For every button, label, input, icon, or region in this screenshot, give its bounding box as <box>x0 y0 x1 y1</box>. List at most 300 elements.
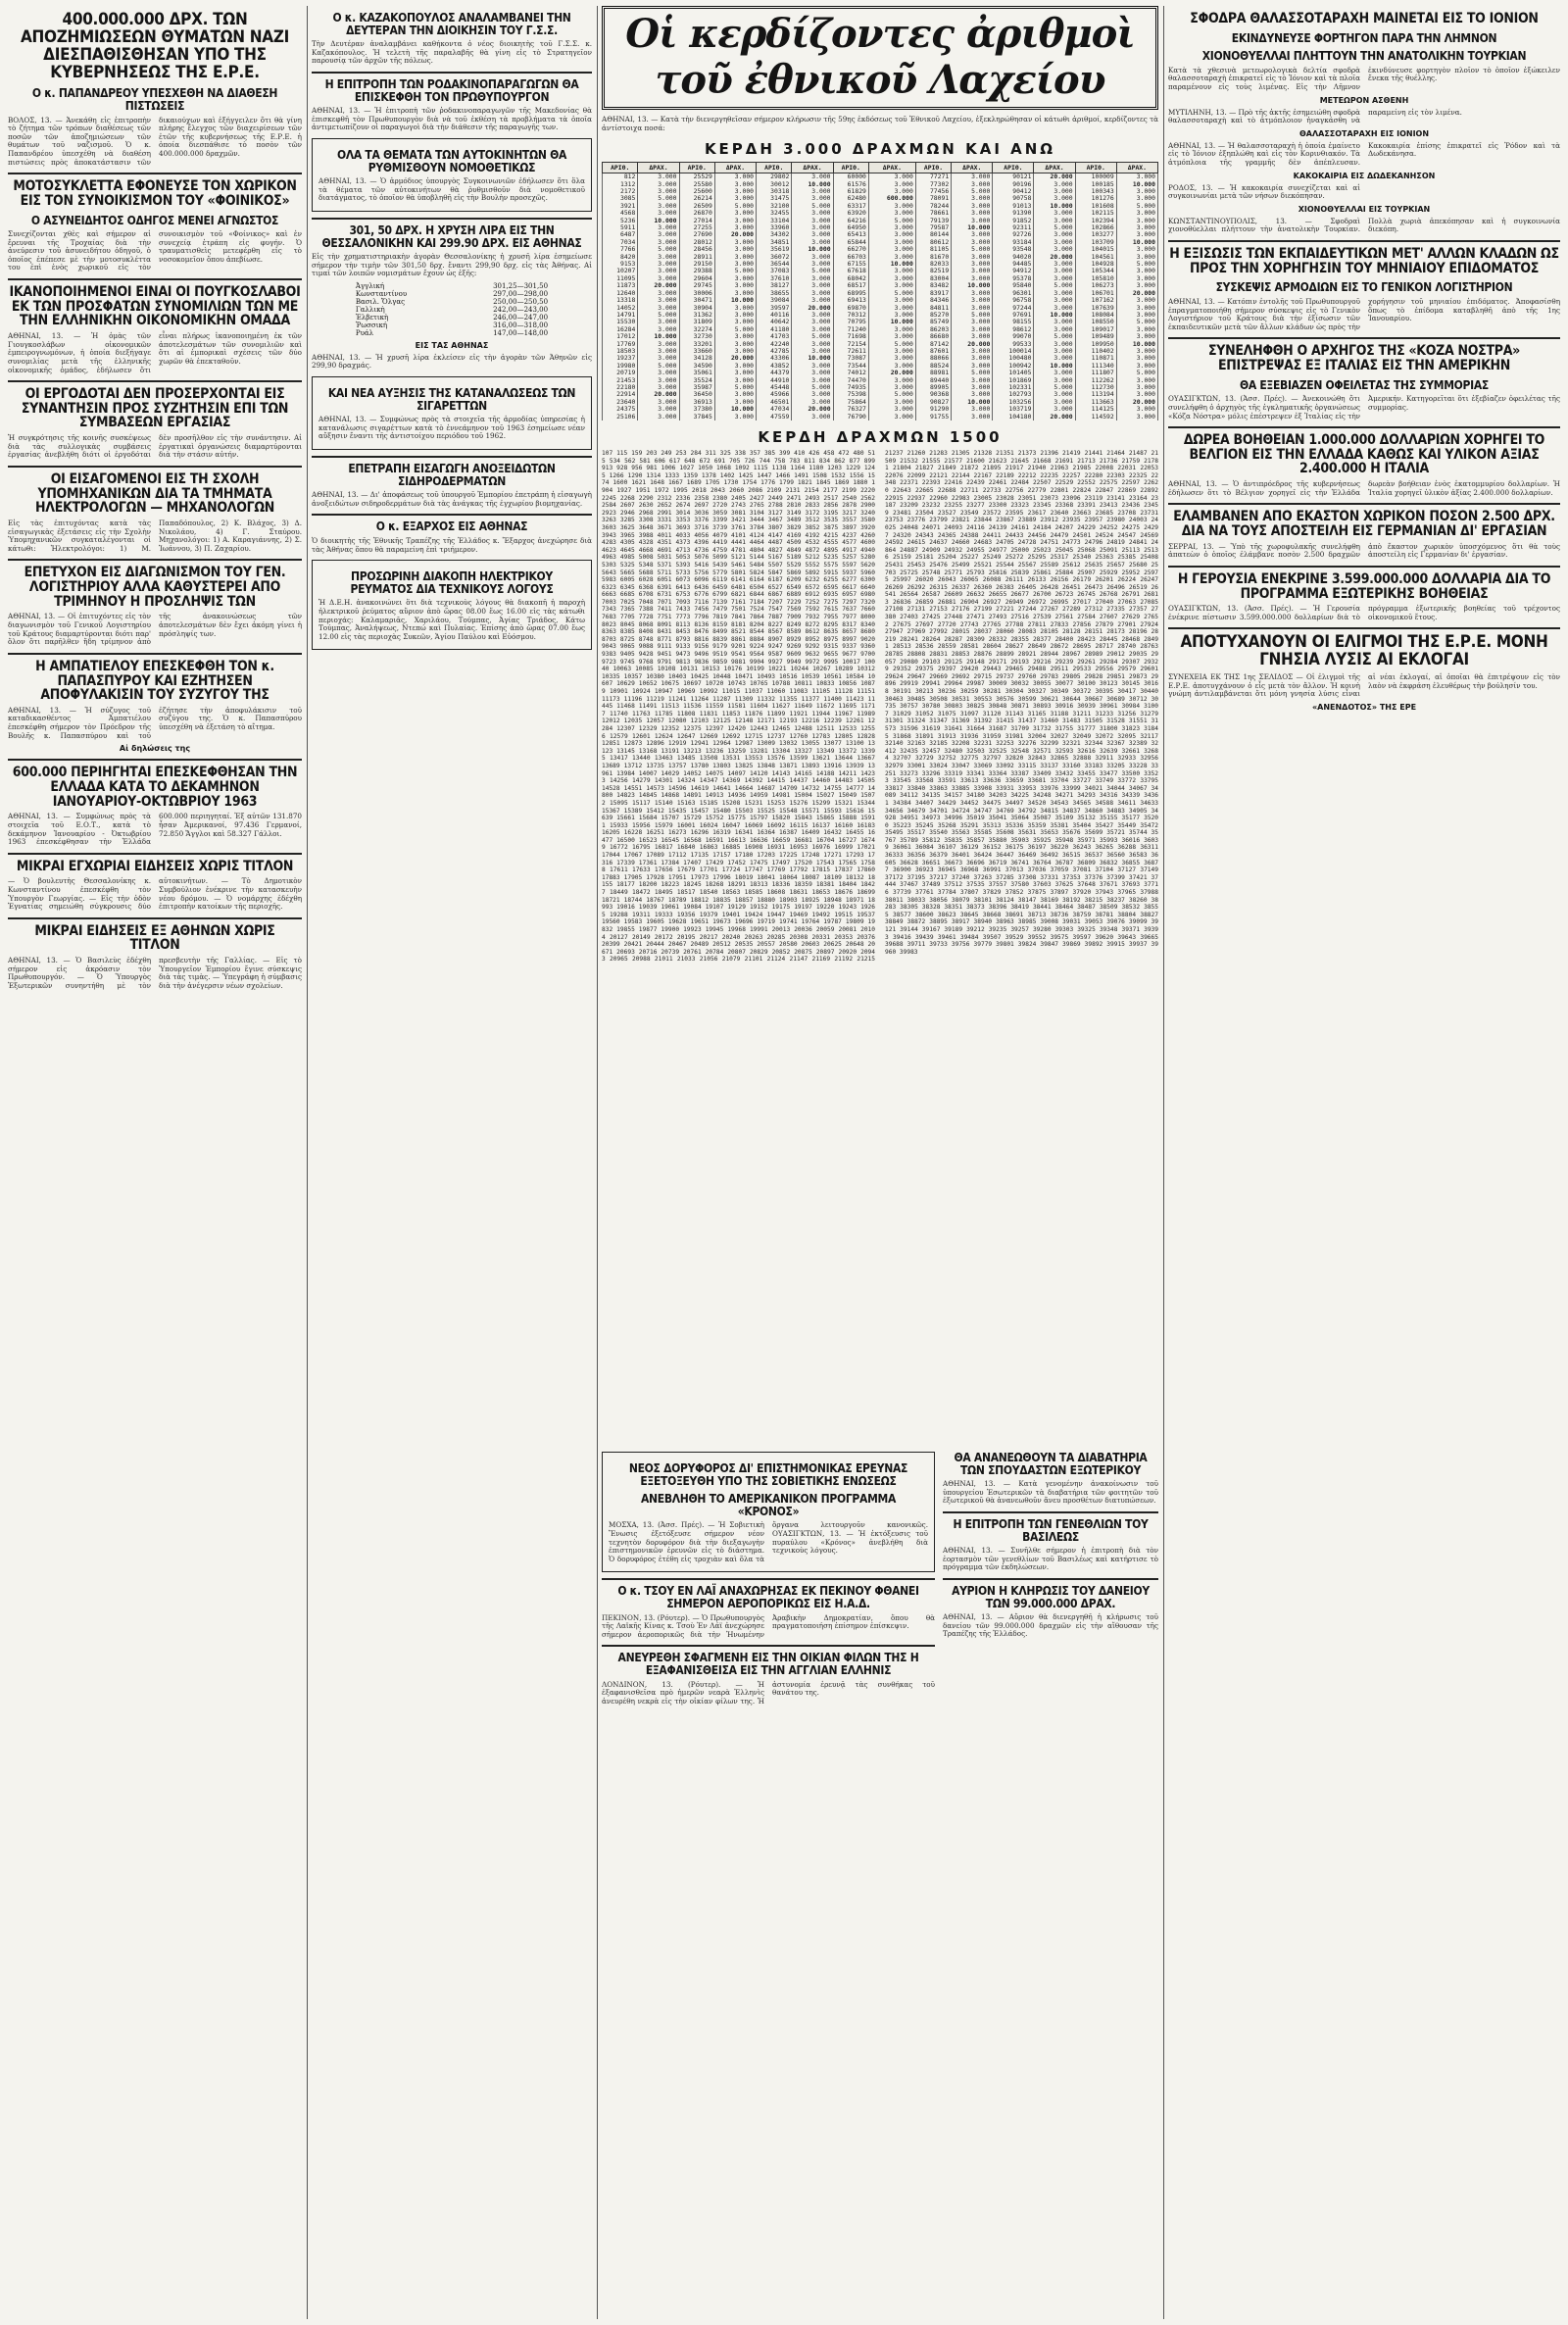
table-row <box>603 319 1158 325</box>
table-cell: 8420 <box>603 254 638 261</box>
table-cell: 105810 <box>1075 275 1116 282</box>
table-cell: 3.000 <box>868 312 915 319</box>
table-cell: 26214 <box>679 195 714 202</box>
table-cell: 3.000 <box>952 348 993 355</box>
table-cell: 3.000 <box>952 275 993 282</box>
table-cell: 3.000 <box>1034 231 1075 238</box>
table-cell: 5.000 <box>1034 282 1075 289</box>
table-cell: 3.000 <box>714 181 756 188</box>
table-cell: 20.000 <box>714 231 756 238</box>
article-text: ΑΘΗΝΑΙ, 13. — Ὁ ἀντιπρόεδρος τῆς κυβερνήσεως ἐδήλωσεν ὅτι τὸ Βέλγιον χορηγεῖ εἰς τὴν Ἑλλάδα δωρεὰν βοήθειαν ἑνὸς ἑκατομμυρίου δολλαρίων. Ἡ Ἰταλία χορηγεῖ ὑλικὸν ἀξίας 2.400.000 δολλαρίων. <box>1168 479 1560 497</box>
table-cell: 71698 <box>833 333 868 340</box>
table-cell: 38655 <box>757 290 792 297</box>
table-cell: 29802 <box>757 173 792 181</box>
subheadline-turkey-snow: ΧΙΟΝΟΘΥΕΛΛΑΙ ΠΛΗΤΤΟΥΝ ΤΗΝ ΑΝΑΤΟΛΙΚΗΝ ΤΟΥΡΚΙΑΝ <box>1201 49 1527 64</box>
table-cell: 12640 <box>603 290 638 297</box>
table-cell: 44379 <box>757 370 792 376</box>
table-cell: 3.000 <box>1116 268 1157 274</box>
table-cell: 109017 <box>1075 326 1116 333</box>
article-text: ΣΥΝΕΧΕΙΑ ΕΚ ΤΗΣ 1ης ΣΕΛΙΔΟΣ — Οἱ ἐλιγμοὶ τῆς Ε.Ρ.Ε. ἀποτυγχάνουν ὁ εἷς μετὰ τὸν ἄλλον. Ἡ κοινὴ γνώμη ἀντιλαμβάνεται ὅτι μόνη γνησία λύσις εἶναι αἱ νέαι ἐκλογαί, αἱ ὁποῖαι θὰ ἐπιτρέψουν εἰς τὸν λαὸν νὰ ἐκφράση ἐλευθέρως τὴν βούλησίν του. <box>1168 672 1560 699</box>
table-cell: 3.000 <box>638 297 679 304</box>
headline-greek-woman: ΑΝΕΥΡΕΘΗ ΣΦΑΓΜΕΝΗ ΕΙΣ ΤΗΝ ΟΙΚΙΑΝ ΦΙΛΩΝ ΤΗΣ Η ΕΞΑΦΑΝΙΣΘΕΙΣΑ ΕΙΣ ΤΗΝ ΑΓΓΛΙΑΝ ΕΛΛΗΝΙΣ <box>602 1645 935 1676</box>
table-cell: 45966 <box>757 391 792 398</box>
table-cell: 11873 <box>603 282 638 289</box>
table-cell: 37380 <box>679 406 714 413</box>
table-cell: 103709 <box>1075 239 1116 246</box>
headline-loan-draw: ΑΥΡΙΟΝ Η ΚΛΗΡΩΣΙΣ ΤΟΥ ΔΑΝΕΙΟΥ ΤΩΝ 99.000.000 ΔΡΑΧ. <box>943 1578 1158 1609</box>
price-row <box>354 314 550 322</box>
table-cell: 3.000 <box>714 246 756 253</box>
table-row <box>603 231 1158 238</box>
subheadline-kronos: ΑΝΕΒΛΗΘΗ ΤΟ ΑΜΕΡΙΚΑΝΙΚΟΝ ΠΡΟΓΡΑΜΜΑ «ΚΡΟΝΟΣ» <box>640 1492 897 1518</box>
table-cell: 20.000 <box>1116 290 1157 297</box>
table-cell: 3.000 <box>638 341 679 348</box>
table-cell: 5.000 <box>952 246 993 253</box>
table-header: ΑΡΙΘ. <box>1075 163 1116 173</box>
table-cell: 79587 <box>915 224 951 231</box>
table-cell: 106273 <box>1075 282 1116 289</box>
price-name: Βασιλ. Ὄλγας <box>355 297 406 306</box>
table-cell: 3.000 <box>952 319 993 325</box>
table-cell: 90196 <box>993 181 1034 188</box>
table-cell: 3.000 <box>868 254 915 261</box>
table-cell: 5236 <box>603 218 638 224</box>
table-cell: 101608 <box>1075 203 1116 210</box>
table-cell: 3.000 <box>714 210 756 217</box>
table-cell: 102115 <box>1075 210 1116 217</box>
table-cell: 10.000 <box>952 282 993 289</box>
table-cell: 42240 <box>757 341 792 348</box>
table-cell: 15530 <box>603 319 638 325</box>
article-text: ΑΘΗΝΑΙ, 13. — Ἡ ἐπιτροπὴ τῶν ῥοδακινοπαραγωγῶν τῆς Μακεδονίας θὰ ἐπισκεφθῆ τὸν Πρωθυπουργὸν διὰ νὰ τοῦ ἐκθέση τὰ προβλήματα τὰ ὁποῖα ἀντιμετωπίζουν οἱ παραγωγοὶ διὰ τὴν διάθεσιν τῆς παραγωγῆς των. <box>312 106 592 132</box>
price-value: 297,00—298,00 <box>493 289 549 298</box>
table-row <box>603 333 1158 340</box>
table-cell: 78091 <box>915 195 951 202</box>
table-cell: 112730 <box>1075 384 1116 391</box>
table-cell: 94020 <box>993 254 1034 261</box>
table-cell: 3.000 <box>868 355 915 362</box>
table-cell: 3.000 <box>952 195 993 202</box>
table-cell: 3.000 <box>714 261 756 268</box>
table-row <box>603 399 1158 406</box>
table-cell: 5.000 <box>714 203 756 210</box>
article-text: ΟΥΑΣΙΓΚΤΩΝ, 13. (Ἀσσ. Πρές). — Ἡ Γερουσία ἐνέκρινε πίστωσιν 3.599.000.000 δολλαρίων διὰ τὸ πρόγραμμα ἐξωτερικῆς βοηθείας τοῦ τρέχοντος οἰκονομικοῦ ἔτους. <box>1168 604 1560 621</box>
table-cell: 83482 <box>915 282 951 289</box>
table-cell: 3.000 <box>868 239 915 246</box>
column-right <box>1168 6 1560 716</box>
table-cell: 3.000 <box>792 195 833 202</box>
table-cell: 3.000 <box>638 355 679 362</box>
table-cell: 3.000 <box>714 333 756 340</box>
table-cell: 104928 <box>1075 261 1116 268</box>
table-cell: 3.000 <box>638 275 679 282</box>
table-cell: 85749 <box>915 319 951 325</box>
table-row <box>603 188 1158 195</box>
table-cell: 3.000 <box>638 173 679 181</box>
headline-engineering-school: ΟΙ ΕΙΣΑΓΟΜΕΝΟΙ ΕΙΣ ΤΗ ΣΧΟΛΗ ΥΠΟΜΗΧΑΝΙΚΩΝ ΔΙΑ ΤΑ ΤΜΗΜΑΤΑ ΗΛΕΚΤΡΟΛΟΓΩΝ — ΜΗΧΑΝΟΛΟΓΩΝ <box>8 466 302 516</box>
table-cell: 3.000 <box>1034 290 1075 297</box>
table-cell: 91290 <box>915 406 951 413</box>
table-cell: 63317 <box>833 203 868 210</box>
subheading-statements: Αἱ δηλώσεις της <box>119 744 191 754</box>
table-cell: 81105 <box>915 246 951 253</box>
table-cell: 3.000 <box>952 391 993 398</box>
table-cell: 5.000 <box>792 268 833 274</box>
headline-cigarettes: ΚΑΙ ΝΕΑ ΑΥΞΗΣΙΣ ΤΗΣ ΚΑΤΑΝΑΛΩΣΕΩΣ ΤΩΝ ΣΙΓΑΡΕΤΤΩΝ <box>327 386 576 413</box>
table-cell: 3.000 <box>952 355 993 362</box>
table-cell: 31475 <box>757 195 792 202</box>
table-cell: 3.000 <box>792 326 833 333</box>
table-cell: 40116 <box>757 312 792 319</box>
table-cell: 66270 <box>833 246 868 253</box>
table-cell: 28456 <box>679 246 714 253</box>
table-cell: 72611 <box>833 348 868 355</box>
subheading-dodecanese: ΚΑΚΟΚΑΙΡΙΑ ΕΙΣ ΔΩΔΕΚΑΝΗΣΟΝ <box>1293 171 1436 180</box>
table-cell: 3.000 <box>952 173 993 181</box>
table-cell: 3.000 <box>868 231 915 238</box>
table-cell: 85270 <box>915 312 951 319</box>
table-cell: 3.000 <box>868 399 915 406</box>
table-cell: 3.000 <box>638 224 679 231</box>
headline-accounting: ΕΠΕΤΥΧΟΝ ΕΙΣ ΔΙΑΓΩΝΙΣΜΟΝ ΤΟΥ ΓΕΝ. ΛΟΓΙΣΤΗΡΙΟΥ ΑΛΛΑ ΚΑΘΥΣΤΕΡΕΙ ΑΠΟ ΤΡΙΜΗΝΟΥ Η ΠΡΟΣΛΗΨΙΣ ΤΩΝ <box>8 559 302 609</box>
table-cell: 29388 <box>679 268 714 274</box>
table-cell: 65413 <box>833 231 868 238</box>
table-row <box>603 377 1158 384</box>
table-cell: 3.000 <box>952 239 993 246</box>
table-cell: 86203 <box>915 326 951 333</box>
table-cell: 3.000 <box>868 210 915 217</box>
headline-nazi-victims: 400.000.000 ΔΡΧ. ΤΩΝ ΑΠΟΖΗΜΙΩΣΕΩΝ ΘΥΜΑΤΩΝ ΝΑΖΙ ΔΙΕΣΠΑΘΙΣΘΗΣΑΝ ΥΠΟ ΤΗΣ ΚΥΒΕΡΝΗΣΕΩΣ ΤΗΣ Ε.Ρ.Ε. <box>20 10 290 82</box>
table-cell: 10.000 <box>1116 181 1157 188</box>
table-cell: 3.000 <box>1034 370 1075 376</box>
table-cell: 3.000 <box>638 181 679 188</box>
table-cell: 3.000 <box>952 218 993 224</box>
headline-peach-producers: Η ΕΠΙΤΡΟΠΗ ΤΩΝ ΡΟΔΑΚΙΝΟΠΑΡΑΓΩΓΩΝ ΘΑ ΕΠΙΣΚΕΦΘΗ ΤΟΝ ΠΡΩΘΥΠΟΥΡΓΟΝ <box>312 72 592 103</box>
table-cell: 6487 <box>603 231 638 238</box>
table-cell: 3.000 <box>868 333 915 340</box>
table-row <box>603 414 1158 420</box>
table-cell: 11095 <box>603 275 638 282</box>
table-cell: 66703 <box>833 254 868 261</box>
table-cell: 20.000 <box>952 341 993 348</box>
table-cell: 3.000 <box>638 261 679 268</box>
table-cell: 20.000 <box>1034 254 1075 261</box>
table-cell: 28911 <box>679 254 714 261</box>
table-cell: 109950 <box>1075 341 1116 348</box>
table-cell: 3.000 <box>714 363 756 370</box>
table-cell: 27014 <box>679 218 714 224</box>
table-cell: 91852 <box>993 218 1034 224</box>
table-cell: 102793 <box>993 391 1034 398</box>
table-cell: 111807 <box>1075 370 1116 376</box>
table-cell: 3.000 <box>1116 275 1157 282</box>
article-text: ΑΘΗΝΑΙ, 13. — Συνῆλθε σήμερον ἡ ἐπιτροπὴ διὰ τὸν ἑορτασμὸν τῶν γενεθλίων τοῦ Βασιλέως καὶ κατήρτισε τὸ πρόγραμμα τῶν ἐκδηλώσεων. <box>943 1546 1158 1572</box>
table-cell: 102394 <box>1075 218 1116 224</box>
table-cell: 3.000 <box>638 406 679 413</box>
table-cell: 2172 <box>603 188 638 195</box>
table-cell: 5.000 <box>638 195 679 202</box>
article-text: ΑΘΗΝΑΙ, 13. — Ὁ Βασιλεὺς ἐδέχθη σήμερον εἰς ἀκρόασιν τὸν Πρωθυπουργόν. — Ὁ Ὑπουργὸς Ἐξωτερικῶν συνηντήθη μὲ τὸν πρεσβευτὴν τῆς Γαλλίας. — Εἰς τὸ Ὑπουργεῖον Ἐμπορίου ἔγινε σύσκεψις διὰ τὰς τιμὰς. — Ὑπεγράφη ἡ σύμβασις διὰ τὴν ἀνέγερσιν νέων σχολείων. <box>8 956 302 990</box>
box-power-cut <box>312 560 592 650</box>
table-cell: 3.000 <box>792 312 833 319</box>
article-text: ΑΘΗΝΑΙ, 13. — Αὔριον θὰ διενεργηθῆ ἡ κλήρωσις τοῦ δανείου τῶν 99.000.000 δραχμῶν εἰς τὴν αἴθουσαν τῆς Τραπέζης τῆς Ἑλλάδος. <box>943 1612 1158 1639</box>
table-cell: 90368 <box>915 391 951 398</box>
table-cell: 67618 <box>833 268 868 274</box>
table-cell: 10.000 <box>1034 203 1075 210</box>
table-cell: 100343 <box>1075 188 1116 195</box>
table-cell: 90412 <box>993 188 1034 195</box>
table-cell: 10.000 <box>1034 363 1075 370</box>
headline-senate: Η ΓΕΡΟΥΣΙΑ ΕΝΕΚΡΙΝΕ 3.599.000.000 ΔΟΛΛΑΡΙΑ ΔΙΑ ΤΟ ΠΡΟΓΡΑΜΜΑ ΕΞΩΤΕΡΙΚΗΣ ΒΟΗΘΕΙΑΣ <box>1168 566 1560 601</box>
subheading-athens: ΕΙΣ ΤΑΣ ΑΘΗΝΑΣ <box>415 340 489 350</box>
table-cell: 34590 <box>679 363 714 370</box>
table-cell: 3.000 <box>1034 275 1075 282</box>
table-cell: 20.000 <box>1116 399 1157 406</box>
table-header: ΔΡΑΧ. <box>1034 163 1075 173</box>
table-cell: 39084 <box>757 297 792 304</box>
table-cell: 3.000 <box>952 290 993 297</box>
table-cell: 3.000 <box>792 210 833 217</box>
table-row <box>603 275 1158 282</box>
table-cell: 98612 <box>993 326 1034 333</box>
price-row <box>354 282 550 290</box>
table-cell: 3.000 <box>714 282 756 289</box>
headline-kazakopoulos: Ο κ. ΚΑΖΑΚΟΠΟΥΛΟΣ ΑΝΑΛΑΜΒΑΝΕΙ ΤΗΝ ΔΕΥΤΕΡΑΝ ΤΗΝ ΔΙΟΙΚΗΣΙΝ ΤΟΥ Γ.Σ.Σ. <box>332 11 571 37</box>
table-cell: 29150 <box>679 261 714 268</box>
table-cell: 92726 <box>993 231 1034 238</box>
table-cell: 23640 <box>603 399 638 406</box>
table-cell: 5.000 <box>1116 261 1157 268</box>
table-cell: 3.000 <box>714 341 756 348</box>
table-cell: 91013 <box>993 203 1034 210</box>
headline-employers: ΟΙ ΕΡΓΟΔΟΤΑΙ ΔΕΝ ΠΡΟΣΕΡΧΟΝΤΑΙ ΕΙΣ ΣΥΝΑΝΤΗΣΙΝ ΠΡΟΣ ΣΥΖΗΤΗΣΙΝ ΕΠΙ ΤΩΝ ΣΥΜΒΑΣΕΩΝ ΕΡΓΑΣΙΑΣ <box>8 380 302 430</box>
table-cell: 3.000 <box>868 268 915 274</box>
table-cell: 113663 <box>1075 399 1116 406</box>
table-cell: 87142 <box>915 341 951 348</box>
table-cell: 3.000 <box>1116 406 1157 413</box>
article-text: ΒΟΛΟΣ, 13. — Ἀνεκάθη εἰς ἐπιτροπὴν τὸ ζήτημα τῶν τρόπων διαθέσεως τῶν ποσῶν τῶν ἀποζημιώσεων τῶν θυμάτων τοῦ ναζισμοῦ. Ὁ κ. Παπανδρέου ὑπεσχέθη νὰ διαθέση πιστώσεις πρὸς ἀποκατάστασιν τῶν δικαιούχων καὶ ἐξήγγειλεν ὅτι θὰ γίνη πλήρης ἔλεγχος τῶν διαχειρίσεων τῶν ἐτῶν τῆς κυβερνήσεως τῆς Ε.Ρ.Ε. ἡ ὁποία διεσπάθισε τὸ ποσὸν τῶν 400.000.000 δραχμῶν. <box>8 115 302 167</box>
table-cell: 68995 <box>833 290 868 297</box>
subheading-ionian: ΘΑΛΑΣΣΟΤΑΡΑΧΗ ΕΙΣ ΙΟΝΙΟΝ <box>1298 128 1430 138</box>
table-cell: 100014 <box>993 348 1034 355</box>
table-cell: 64950 <box>833 224 868 231</box>
table-cell: 3.000 <box>1034 406 1075 413</box>
headline-birthday-committee: Η ΕΠΙΤΡΟΠΗ ΤΩΝ ΓΕΝΕΘΛΙΩΝ ΤΟΥ ΒΑΣΙΛΕΩΣ <box>943 1511 1158 1543</box>
table-cell: 3.000 <box>952 326 993 333</box>
table-cell: 3.000 <box>952 406 993 413</box>
table-cell: 32274 <box>679 326 714 333</box>
table-cell: 34851 <box>757 239 792 246</box>
table-cell: 5.000 <box>1034 333 1075 340</box>
table-cell: 90827 <box>915 399 951 406</box>
table-cell: 7034 <box>603 239 638 246</box>
table-cell: 29604 <box>679 275 714 282</box>
table-cell: 10.000 <box>792 355 833 362</box>
price-value: 242,00—243,00 <box>493 305 549 314</box>
table-cell: 36072 <box>757 254 792 261</box>
table-cell: 3.000 <box>1034 326 1075 333</box>
table-cell: 3.000 <box>1034 341 1075 348</box>
headline-passports: ΘΑ ΑΝΑΝΕΩΘΟΥΝ ΤΑ ΔΙΑΒΑΤΗΡΙΑ ΤΩΝ ΣΠΟΥΔΑΣΤΩΝ ΕΞΩΤΕΡΙΚΟΥ <box>954 1451 1148 1477</box>
section-1500: ΚΕΡΔΗ ΔΡΑΧΜΩΝ 1500 <box>758 428 1003 446</box>
column-lottery <box>602 6 1158 1709</box>
table-cell: 30318 <box>757 188 792 195</box>
table-cell: 77456 <box>915 188 951 195</box>
table-row <box>603 355 1158 362</box>
table-cell: 3.000 <box>1116 195 1157 202</box>
table-cell: 3.000 <box>1116 355 1157 362</box>
table-cell: 10.000 <box>792 246 833 253</box>
table-cell: 13318 <box>603 297 638 304</box>
table-cell: 37610 <box>757 275 792 282</box>
table-cell: 3.000 <box>792 341 833 348</box>
table-cell: 5.000 <box>638 363 679 370</box>
table-cell: 3.000 <box>952 231 993 238</box>
table-cell: 10.000 <box>638 218 679 224</box>
table-cell: 3.000 <box>1116 282 1157 289</box>
table-cell: 5.000 <box>714 268 756 274</box>
table-cell: 3.000 <box>714 399 756 406</box>
table-cell: 600.000 <box>868 195 915 202</box>
table-cell: 1312 <box>603 181 638 188</box>
article-text: ΜΟΣΧΑ, 13. (Ἀσσ. Πρές). — Ἡ Σοβιετικὴ Ἕνωσις ἐξετόξευσε σήμερον νέον τεχνητὸν δορυφόρον διὰ τὴν διεξαγωγὴν ἐπιστημονικῶν ἐρευνῶν εἰς τὸ διάστημα. Ὁ δορυφόρος ἐτέθη εἰς τροχιὰν καὶ ὅλα τὰ ὄργανα λειτουργοῦν κανονικῶς. ΟΥΑΣΙΓΚΤΩΝ, 13. — Ἡ ἐκτόξευσις τοῦ πυραύλου «Κρόνος» ἀνεβλήθη διὰ τεχνικοὺς λόγους. <box>609 1520 928 1563</box>
table-cell: 110402 <box>1075 348 1116 355</box>
table-cell: 3.000 <box>952 268 993 274</box>
table-cell: 3.000 <box>868 282 915 289</box>
table-cell: 10.000 <box>952 399 993 406</box>
column-left <box>8 6 302 995</box>
table-cell: 46501 <box>757 399 792 406</box>
table-cell: 3.000 <box>868 275 915 282</box>
subheading-weather: ΜΕΤΕΩΡΟΝ ΑΣΘΕΝΗ <box>1319 95 1409 105</box>
table-row <box>603 305 1158 312</box>
table-cell: 3.000 <box>868 377 915 384</box>
headline-cosa-nostra: ΣΥΝΕΛΗΦΘΗ Ο ΑΡΧΗΓΟΣ ΤΗΣ «ΚΟΖΑ ΝΟΣΤΡΑ» ΕΠΙΣΤΡΕΨΑΣ ΕΞ ΙΤΑΛΙΑΣ ΕΙΣ ΤΗΝ ΑΜΕΡΙΚΗΝ <box>1168 337 1560 372</box>
table-cell: 94485 <box>993 261 1034 268</box>
table-cell: 3.000 <box>638 290 679 297</box>
headline-belgium-aid: ΔΩΡΕΑ ΒΟΗΘΕΙΑΝ 1.000.000 ΔΟΛΛΑΡΙΩΝ ΧΟΡΗΓΕΙ ΤΟ ΒΕΛΓΙΟΝ ΕΙΣ ΤΗΝ ΕΛΛΑΔΑ ΚΑΘΩΣ ΚΑΙ ΥΛΙΚΟΝ ΑΞΙΑΣ 2.400.000 Η ΙΤΑΛΙΑ <box>1168 426 1560 476</box>
table-row <box>603 341 1158 348</box>
table-cell: 88066 <box>915 355 951 362</box>
table-cell: 3.000 <box>1116 297 1157 304</box>
table-cell: 89440 <box>915 377 951 384</box>
article-text: ΑΘΗΝΑΙ, 13. — Ὁ ἁρμόδιος ὑπουργὸς Συγκοινωνιῶν ἐδήλωσεν ὅτι ὅλα τὰ θέματα τῶν αὐτοκινήτων θὰ ῥυθμισθοῦν διὰ νομοθετικοῦ διατάγματος, τὸ ὁποῖον θὰ ὑποβληθῆ εἰς τὴν Βουλὴν προσεχῶς. <box>318 176 585 203</box>
table-cell: 3.000 <box>638 414 679 420</box>
table-cell: 107162 <box>1075 297 1116 304</box>
table-cell: 100185 <box>1075 181 1116 188</box>
table-cell: 10.000 <box>952 224 993 231</box>
table-cell: 93184 <box>993 239 1034 246</box>
table-cell: 3.000 <box>1116 231 1157 238</box>
table-cell: 3.000 <box>714 188 756 195</box>
table-cell: 14052 <box>603 305 638 312</box>
table-cell: 93548 <box>993 246 1034 253</box>
table-cell: 43852 <box>757 363 792 370</box>
table-header: ΑΡΙΘ. <box>833 163 868 173</box>
table-cell: 79139 <box>915 218 951 224</box>
table-cell: 3.000 <box>638 268 679 274</box>
table-cell: 3.000 <box>714 319 756 325</box>
table-cell: 3.000 <box>868 384 915 391</box>
table-cell: 3.000 <box>638 384 679 391</box>
table-cell: 74470 <box>833 377 868 384</box>
table-cell: 83917 <box>915 290 951 297</box>
table-cell: 3.000 <box>638 319 679 325</box>
table-cell: 73544 <box>833 363 868 370</box>
headline-tourists: 600.000 ΠΕΡΙΗΓΗΤΑΙ ΕΠΕΣΚΕΦΘΗΣΑΝ ΤΗΝ ΕΛΛΑΔΑ ΚΑΤΑ ΤΟ ΔΕΚΑΜΗΝΟΝ ΙΑΝΟΥΑΡΙΟΥ-ΟΚΤΩΒΡΙΟΥ 1963 <box>8 759 302 809</box>
box-satellite <box>602 1452 935 1572</box>
article-text: ΡΟΔΟΣ, 13. — Ἡ κακοκαιρία συνεχίζεται καὶ αἱ συγκοινωνίαι μετὰ τῶν νήσων διεκόπησαν. <box>1168 182 1360 201</box>
price-row <box>354 329 550 337</box>
article-text: Τὴν Δευτέραν ἀναλαμβάνει καθήκοντα ὁ νέος διοικητὴς τοῦ Γ.Σ.Σ. κ. Καζακόπουλος. Ἡ τελετὴ τῆς παραλαβῆς θὰ γίνη εἰς τὸ Στρατηγεῖον παρουσίᾳ τῶν ἀρχῶν τῆς πόλεως. <box>312 39 592 66</box>
table-cell: 90121 <box>993 173 1034 181</box>
table-row <box>603 312 1158 319</box>
table-header: ΑΡΙΘ. <box>757 163 792 173</box>
table-cell: 20.000 <box>1034 173 1075 181</box>
table-header: ΑΡΙΘ. <box>993 163 1034 173</box>
table-cell: 47559 <box>757 414 792 420</box>
table-cell: 5.000 <box>1116 370 1157 376</box>
price-name: Γαλλικὴ <box>355 305 385 314</box>
price-name: Ἐλβετικὴ <box>355 313 389 322</box>
table-cell: 30012 <box>757 181 792 188</box>
table-cell: 3.000 <box>1034 261 1075 268</box>
table-cell: 82519 <box>915 268 951 274</box>
table-row <box>603 363 1158 370</box>
table-cell: 78661 <box>915 210 951 217</box>
price-value: 246,00—247,00 <box>493 313 549 322</box>
table-cell: 24375 <box>603 406 638 413</box>
table-cell: 3.000 <box>868 305 915 312</box>
table-cell: 108084 <box>1075 312 1116 319</box>
table-cell: 61829 <box>833 188 868 195</box>
table-cell: 107639 <box>1075 305 1116 312</box>
table-cell: 30904 <box>679 305 714 312</box>
table-cell: 38127 <box>757 282 792 289</box>
table-cell: 5.000 <box>868 341 915 348</box>
table-cell: 32730 <box>679 333 714 340</box>
table-cell: 3.000 <box>868 348 915 355</box>
headline-ampatielou: Η ΑΜΠΑΤΙΕΛΟΥ ΕΠΕΣΚΕΦΘΗ ΤΟΝ κ. ΠΑΠΑΣΠΥΡΟΥ ΚΑΙ ΕΖΗΤΗΣΕΝ ΑΠΟΦΥΛΑΚΙΣΙΝ ΤΟΥ ΣΥΖΥΓΟΥ ΤΗΣ <box>8 653 302 703</box>
table-cell: 3.000 <box>792 377 833 384</box>
numbers-1500: 107 115 159 203 249 253 284 311 325 338 357 385 399 410 426 458 472 480 515 534 562 581 606 617 648 672 691 705 726 744 758 783 811 834 862 877 899 913 928 956 981 1006 1027 1050 1068 1092 1115 1138 1164 1180 1203 1229 1245 1266 1290 1314 1333 1359 1378 1402 1425 1447 1466 1491 1508 1532 1556 1574 1600 1621 1648 1667 1689 1705 1730 1754 1776 1799 1821 1845 1869 1880 1904 1927 1951 1972 1995 2018 2043 2060 2086 2109 2131 2154 2177 2199 2220 2245 2268 2290 2312 2336 2358 2380 2405 2427 2449 2471 2493 2517 2540 2562 2584 2607 2630 2652 2674 2697 2720 2743 2765 2788 2810 2833 2856 2878 2900 2923 2946 2968 2991 3014 3036 3059 3081 3104 3127 3149 3172 3195 3217 3240 3263 3285 3308 3331 3353 3376 3399 3421 3444 3467 3489 3512 3535 3557 3580 3603 3625 3648 3671 3693 3716 3739 3761 3784 3807 3829 3852 3875 3897 3920 3943 3965 3988 4011 4033 4056 4079 4101 4124 4147 4169 4192 4215 4237 4260 4283 4305 4328 4351 4373 4396 4419 4441 4464 4487 4509 4532 4555 4577 4600 4623 4645 4668 4691 4713 4736 4759 4781 4804 4827 4849 4872 4895 4917 4940 4963 4985 5008 5031 5053 5076 5099 5121 5144 5167 5189 5212 5235 5257 5280 5303 5325 5348 5371 5393 5416 5439 5461 5484 5507 5529 5552 5575 5597 5620 5643 5665 5688 5711 5733 5756 5779 5801 5824 5847 5869 5892 5915 5937 5960 5983 6005 6028 6051 6073 6096 6119 6141 6164 6187 6209 6232 6255 6277 6300 6323 6345 6368 6391 6413 6436 6459 6481 6504 6527 6549 6572 6595 6617 6640 6663 6685 6708 6731 6753 6776 6799 6821 6844 6867 6889 6912 6935 6957 6980 7003 7025 7048 7071 7093 7116 7139 7161 7184 7207 7229 7252 7275 7297 7320 7343 7365 7388 7411 7433 7456 7479 7501 7524 7547 7569 7592 7615 7637 7660 7683 7705 7728 7751 7773 7796 7819 7841 7864 7887 7909 7932 7955 7977 8000 8023 8045 8068 8091 8113 8136 8159 8181 8204 8227 8249 8272 8295 8317 8340 8363 8385 8408 8431 8453 8476 8499 8521 8544 8567 8589 8612 8635 8657 8680 8703 8725 8748 8771 8793 8816 8839 8861 8884 8907 8929 8952 8975 8997 9020 9043 9065 9088 9111 9133 9156 9179 9201 9224 9247 9269 9292 9315 9337 9360 9383 9405 9428 9451 9473 9496 9519 9541 9564 9587 9609 9632 9655 9677 9700 9723 9745 9768 9791 9813 9836 9859 9881 9904 9927 9949 9972 9995 10017 10040 10063 10085 10108 10131 10153 10176 10199 10221 10244 10267 10289 10312 10335 10357 10380 10403 10425 10448 10471 10493 10516 10539 10561 10584 10607 10629 10652 10675 10697 10720 10743 10765 10788 10811 10833 10856 10879 10901 10924 10947 10969 10992 11015 11037 11060 11083 11105 11128 11151 11173 11196 11219 11241 11264 11287 11309 11332 11355 11377 11400 11423 11445 11468 11491 11513 11536 11559 11581 11604 11627 11649 11672 11695 11717 11740 11763 11785 11808 11831 11853 11876 11899 11921 11944 11967 11989 12012 12035 12057 12080 12103 12125 12148 12171 12193 12216 12239 12261 12284 12307 12329 12352 12375 12397 12420 12443 12465 12488 12511 12533 12556 12579 12601 12624 12647 12669 12692 12715 12737 12760 12783 12805 12828 12851 12873 12896 12919 12941 12964 12987 13009 13032 13055 13077 13100 13123 13145 13168 13191 13213 13236 13259 13281 13304 13327 13349 13372 13395 13417 13440 13463 13485 13508 13531 13553 13576 13599 13621 13644 13667 13689 13712 13735 13757 13780 13803 13825 13848 13871 13893 13916 13939 13961 13984 14007 14029 14052 14075 14097 14120 14143 14165 14188 14211 14233 14256 14279 14301 14324 14347 14369 14392 14415 14437 14460 14483 14505 14528 14551 14573 14596 14619 14641 14664 14687 14709 14732 14755 14777 14800 14823 14845 14868 14891 14913 14936 14959 14981 15004 15027 15049 15072 15095 15117 15140 15163 15185 15208 15231 15253 15276 15299 15321 15344 15367 15389 15412 15435 15457 15480 15503 15525 15548 15571 15593 15616 15639 15661 15684 15707 15729 15752 15775 15797 15820 15843 15865 15888 15911 15933 15956 15979 16001 16024 16047 16069 16092 16115 16137 16160 16183 16205 16228 16251 16273 16296 16319 16341 16364 16387 16409 16432 16455 16477 16500 16523 16545 16568 16591 16613 16636 16659 16681 16704 16727 16749 16772 16795 16817 16840 16863 16885 16908 16931 16953 16976 16999 17021 17044 17067 17089 17112 17135 17157 17180 17203 17225 17248 17271 17293 17316 17339 17361 17384 17407 17429 17452 17475 17497 17520 17543 17565 17588 17611 17633 17656 17679 17701 17724 17747 17769 17792 17815 17837 17860 17883 17905 17928 17951 17973 17996 18019 18041 18064 18087 18109 18132 18155 18177 18200 18223 18245 18268 18291 18313 18336 18359 18381 18404 18427 18449 18472 18495 18517 18540 18563 18585 18608 18631 18653 18676 18699 18721 18744 18767 18789 18812 18835 18857 18880 18903 18925 18948 18971 18993 19016 19039 19061 19084 19107 19129 19152 19175 19197 19220 19243 19265 19288 19311 19333 19356 19379 19401 19424 19447 19469 19492 19515 19537 19560 19583 19605 19628 19651 19673 19696 19719 19741 19764 19787 19809 19832 19855 19877 19900 19923 19945 19968 19991 20013 20036 20059 20081 20104 20127 20149 20172 20195 20217 20240 20263 20285 20308 20331 20353 20376 20399 20421 20444 20467 20489 20512 20535 20557 20580 20603 20625 20648 20671 20693 20716 20739 20761 20784 20807 20829 20852 20875 20897 20920 20943 20965 20988 21011 21033 21056 21079 21101 21124 21147 21169 21192 21215 21237 21260 21283 21305 21328 21351 21373 21396 21419 21441 21464 21487 21509 21532 21555 21577 21600 21623 21645 21668 21691 21713 21736 21759 21781 21804 21827 21849 21872 21895 21917 21940 21963 21985 22008 22031 22053 22076 22099 22121 22144 22167 22189 22212 22235 22257 22280 22303 22325 22348 22371 22393 22416 22439 22461 22484 22507 22529 22552 22575 22597 22620 22643 22665 22688 22711 22733 22756 22779 22801 22824 22847 22869 22892 22915 22937 22960 22983 23005 23028 23051 23073 23096 23119 23141 23164 23187 23209 23232 23255 23277 23300 23323 23345 23368 23391 23413 23436 23459 23481 23504 23527 23549 23572 23595 23617 23640 23663 23685 23708 23731 23753 23776 23799 23821 23844 23867 23889 23912 23935 23957 23980 24003 24025 24048 24071 24093 24116 24139 24161 24184 24207 24229 24252 24275 24297 24320 24343 24365 24388 24411 24433 24456 24479 24501 24524 24547 24569 24592 24615 24637 24660 24683 24705 24728 24751 24773 24796 24819 24841 24864 24887 24909 24932 24955 24977 25000 25023 25045 25068 25091 25113 25136 25159 25181 25204 25227 25249 25272 25295 25317 25340 25363 25385 25408 25431 25453 25476 25499 25521 25544 25567 25589 25612 25635 25657 25680 25703 25725 25748 25771 25793 25816 25839 25861 25884 25907 25929 25952 25975 25997 26020 26043 26065 26088 26111 26133 26156 26179 26201 26224 26247 26269 26292 26315 26337 26360 26383 26405 26428 26451 26473 26496 26519 26541 26564 26587 26609 26632 26655 26677 26700 26723 26745 26768 26791 26813 26836 26859 26881 26904 26927 26949 26972 26995 27017 27040 27063 27085 27108 27131 27153 27176 27199 27221 27244 27267 27289 27312 27335 27357 27380 27403 27425 27448 27471 27493 27516 27539 27561 27584 27607 27629 27652 27675 27697 27720 27743 27765 27788 27811 27833 27856 27879 27901 27924 27947 27969 27992 28015 28037 28060 28083 28105 28128 28151 28173 28196 28219 28241 28264 28287 28309 28332 28355 28377 28400 28423 28445 28468 28491 28513 28536 28559 28581 28604 28627 28649 28672 28695 28717 28740 28763 28785 28808 28831 28853 28876 28899 28921 28944 28967 28989 29012 29035 29057 29080 29103 29125 29148 29171 29193 29216 29239 29261 29284 29307 29329 29352 29375 29397 29420 29443 29465 29488 29511 29533 29556 29579 29601 29624 29647 29669 29692 29715 29737 29760 29783 29805 29828 29851 29873 29896 29919 29941 29964 29987 30009 30032 30055 30077 30100 30123 30145 30168 30191 30213 30236 30259 30281 30304 30327 30349 30372 30395 30417 30440 30463 30485 30508 30531 30553 30576 30599 30621 30644 30667 30689 30712 30735 30757 30780 30803 30825 30848 30871 30893 30916 30939 30961 30984 31007 31029 31052 31075 31097 31120 31143 31165 31188 31211 31233 31256 31279 31301 31324 31347 31369 31392 31415 31437 31460 31483 31505 31528 31551 31573 31596 31619 31641 31664 31687 31709 31732 31755 31777 31800 31823 31845 31868 31891 31913 31936 31959 31981 32004 32027 32049 32072 32095 32117 32140 32163 32185 32208 32231 32253 32276 32299 32321 32344 32367 32389 32412 32435 32457 32480 32503 32525 32548 32571 32593 32616 32639 32661 32684 32707 32729 32752 32775 32797 32820 32843 32865 32888 32911 32933 32956 32979 33001 33024 33047 33069 33092 33115 33137 33160 33183 33205 33228 33251 33273 33296 33319 33341 33364 33387 33409 33432 33455 33477 33500 33523 33545 33568 33591 33613 33636 33659 33681 33704 33727 33749 33772 33795 33817 33840 33863 33885 33908 33931 33953 33976 33999 34021 34044 34067 34089 34112 34135 34157 34180 34203 34225 34248 34271 34293 34316 34339 34361 34384 34407 34429 34452 34475 34497 34520 34543 34565 34588 34611 34633 34656 34679 34701 34724 34747 34769 34792 34815 34837 34860 34883 34905 34928 34951 34973 34996 35019 35041 35064 35087 35109 35132 35155 35177 35200 35223 35245 35268 35291 35313 35336 35359 35381 35404 35427 35449 35472 35495 35517 35540 35563 35585 35608 35631 35653 35676 35699 35721 35744 35767 35789 35812 35835 35857 35880 35903 35925 35948 35971 35993 36016 36039 36061 36084 36107 36129 36152 36175 36197 36220 36243 36265 36288 36311 36333 36356 36379 36401 36424 36447 36469 36492 36515 36537 36560 36583 36605 36628 36651 36673 36696 36719 36741 36764 36787 36809 36832 36855 36877 36900 36923 36945 36968 36991 37013 37036 37059 37081 37104 37127 37149 37172 37195 37217 37240 37263 37285 37308 37331 37353 37376 37399 37421 37444 37467 37489 37512 37535 37557 37580 37603 37625 37648 37671 37693 37716 37739 37761 37784 37807 37829 37852 37875 37897 37920 37943 37965 37988 38011 38033 38056 38079 38101 38124 38147 38169 38192 38215 38237 38260 38283 38305 38328 38351 38373 38396 38419 38441 38464 38487 38509 38532 38555 38577 38600 38623 38645 38668 38691 38713 38736 38759 38781 38804 38827 38849 38872 38895 38917 38940 38963 38985 39008 39031 39053 39076 39099 39121 39144 39167 39189 39212 39235 39257 39280 39303 39325 39348 39371 39393 39416 39439 39461 39484 39507 39529 39552 39575 39597 39620 39643 39665 39688 39711 39733 39756 39779 39801 39824 39847 39869 39892 39915 39937 39960 39983 <box>602 450 1158 964</box>
column-second <box>312 6 592 656</box>
table-cell: 3.000 <box>638 348 679 355</box>
table-cell: 3.000 <box>1034 210 1075 217</box>
table-cell: 40642 <box>757 319 792 325</box>
table-cell: 5.000 <box>1034 224 1075 231</box>
table-cell: 3.000 <box>792 297 833 304</box>
table-cell: 22180 <box>603 384 638 391</box>
table-cell: 101405 <box>993 370 1034 376</box>
table-cell: 30006 <box>679 290 714 297</box>
table-cell: 5.000 <box>714 326 756 333</box>
table-cell: 4568 <box>603 210 638 217</box>
table-cell: 3.000 <box>868 246 915 253</box>
table-cell: 20719 <box>603 370 638 376</box>
table-cell: 3.000 <box>1116 218 1157 224</box>
table-cell: 3.000 <box>1116 173 1157 181</box>
column-rule <box>1163 6 1164 2319</box>
table-cell: 3.000 <box>952 377 993 384</box>
headline-satellite: ΝΕΟΣ ΔΟΡΥΦΟΡΟΣ ΔΙ' ΕΠΙΣΤΗΜΟΝΙΚΑΣ ΕΡΕΥΝΑΣ ΕΞΕΤΟΞΕΥΘΗ ΥΠΟ ΤΗΣ ΣΟΒΙΕΤΙΚΗΣ ΕΝΩΣΕΩΣ <box>628 1461 908 1488</box>
table-cell: 3.000 <box>1116 384 1157 391</box>
table-cell: 5.000 <box>952 370 993 376</box>
article-text: ΑΘΗΝΑΙ, 13. — Ἡ ὁμὰς τῶν Γιουγκοσλάβων οἰκονομικῶν ἐμπειρογνωμόνων, ἡ ὁποία διεξήγαγε συνομιλίας μετὰ τῆς ἑλληνικῆς οἰκονομικῆς ὁμάδος, ἐδήλωσεν ὅτι εἶναι πλήρως ἱκανοποιημένη ἐκ τῶν ἀποτελεσμάτων τῶν συνομιλιῶν καὶ ὅτι αἱ ἐμπορικαὶ σχέσεις τῶν δύο χωρῶν θὰ ἐπεκταθοῦν. <box>8 331 302 374</box>
table-cell: 3.000 <box>952 333 993 340</box>
table-cell: 20.000 <box>868 370 915 376</box>
table-row <box>603 210 1158 217</box>
